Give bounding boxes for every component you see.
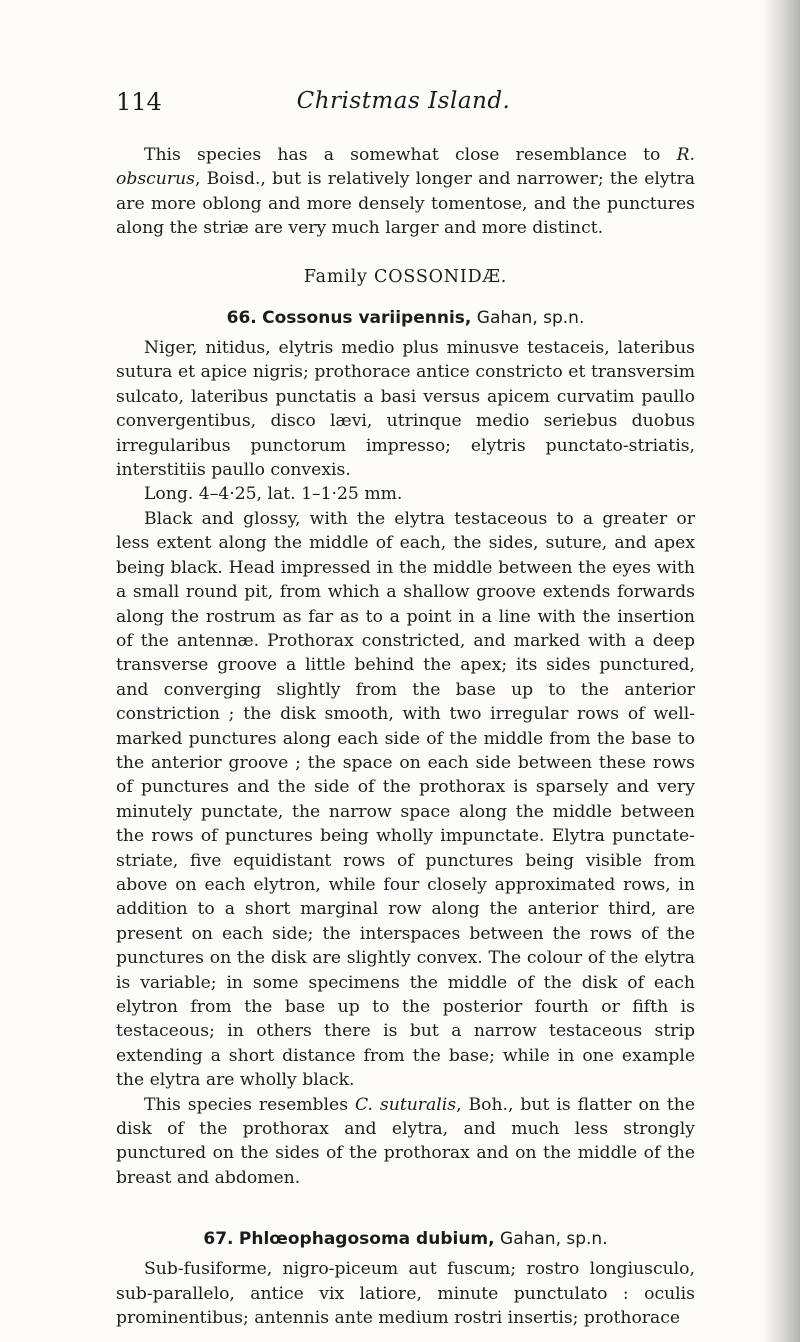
species-67-latin-description: Sub-fusiforme, nigro-piceum aut fuscum; rostro longiusculo, sub-parallelo, antice vix latiore, minute punctulato : oculis prominentibus; antennis ante medium rostri insertis; prothorace <box>116 1259 695 1329</box>
intro-paragraph <box>116 143 695 241</box>
intro-species-reference: R. obscurus <box>116 145 695 190</box>
species-66-comparison <box>116 1093 695 1191</box>
species-66-english-description: Black and glossy, with the elytra testaceous to a greater or less extent along the middle of each, the sides, suture, and apex being black. Head impressed in the middle between the eyes with a small round pit, from which a shallow groove extends forwards along the rostrum as far as to a point in a line with the insertion of the antennæ. Prothorax constricted, and marked with a deep transverse groove a little behind the apex; its sides punctured, and converging slightly from the base up to the anterior constriction ; the disk smooth, with two irregular rows of well-marked punctures along each side of the middle from the base to the anterior groove ; the space on each side between these rows of punctures and the side of the prothorax is sparsely and very minutely punctate, the narrow space along the middle between the rows of punctures being wholly impunctate. Elytra punctate-striate, five equidistant rows of punctures being visible from above on each elytron, while four closely approximated rows, in addition to a short marginal row along the anterior third, are present on each side; the interspaces between the rows of the punctures on the disk are slightly convex. The colour of the elytra is variable; in some specimens the middle of the disk of each elytron from the base up to the posterior fourth or fifth is testaceous; in others there is but a narrow testaceous strip extending a short distance from the base; while in one example the elytra are wholly black. <box>116 508 695 1091</box>
species-66-author: Gahan, sp.n. <box>476 308 585 329</box>
intro-text-end: , Boisd., but is relatively longer and narrower; the elytra are more oblong and more densely tomentose, and the punctures along the striæ are very much larger and more distinct. <box>116 169 695 239</box>
intro-text-start: This species has a somewhat close resemblance to <box>144 145 677 165</box>
running-title: Christmas Island. <box>296 88 511 114</box>
species-66-number: 66. <box>226 308 257 329</box>
page-number: 114 <box>116 88 162 116</box>
species-67-heading <box>116 1226 695 1252</box>
species-66-measurements: Long. 4–4·25, lat. 1–1·25 mm. <box>144 484 403 505</box>
comparison-text-end: , Boh., but is flatter on the disk of the prothorax and elytra, and much less strongly punctured on the sides of the prothorax and on the middle of the breast and abdomen. <box>116 1094 696 1188</box>
page-body <box>116 143 695 1330</box>
species-66-heading <box>116 305 695 331</box>
comparison-text-start: This species resembles <box>144 1094 355 1115</box>
species-67-author: Gahan, sp.n. <box>500 1229 608 1250</box>
species-66-name: Cossonus variipennis, <box>262 308 472 329</box>
species-66-latin-description: Niger, nitidus, elytris medio plus minusve testaceis, lateribus sutura et apice nigris; prothorace antice constricto et transversim sulcato, lateribus punctatis a basi versus apicem curvatim paullo convergentibus, disco lævi, utrinque medio seriebus duobus irregularibus punctorum impresso; elytris punctato-striatis, interstitiis paullo convexis. <box>116 338 695 481</box>
family-heading: Family COSSONIDÆ. <box>303 266 508 287</box>
running-head <box>116 88 691 120</box>
species-67-number: 67. <box>203 1229 234 1250</box>
species-67-name: Phlœophagosoma dubium, <box>238 1229 495 1250</box>
comparison-species-reference: C. suturalis <box>354 1094 457 1115</box>
